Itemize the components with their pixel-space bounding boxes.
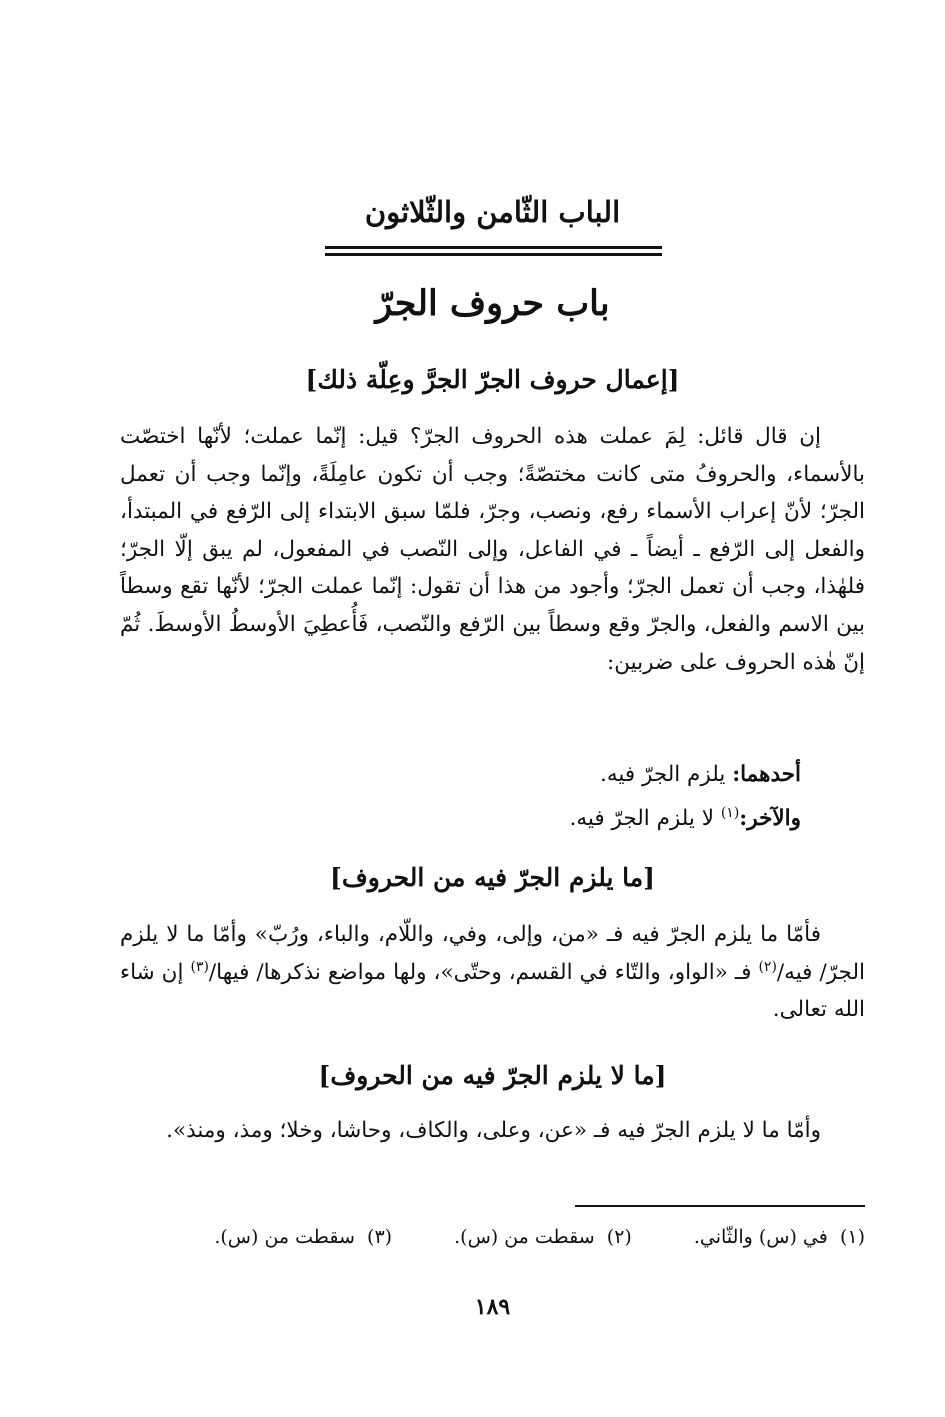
footnote-2: [454, 1222, 632, 1252]
footnote-1-number: (١): [839, 1226, 865, 1248]
section-title: باب حروف الجرّ: [375, 283, 610, 324]
footnote-1: [694, 1222, 865, 1252]
subheading-1: [إعمال حروف الجرّ الجرَّ وعِلّة ذلك]: [305, 365, 680, 394]
footnote-2-number: (٢): [606, 1226, 632, 1248]
footnote-3-text: سقطت من (س).: [214, 1226, 355, 1248]
paragraph-2-part-a: فأمّا ما يلزم الجرّ فيه فـ «من، وإلى، وفي، واللّام، والباء، ورُبّ» وأمّا ما لا يلزم الجرّ/ فيه/: [120, 922, 865, 985]
subheading-3: [ما لا يلزم الجرّ فيه من الحروف]: [318, 1061, 667, 1090]
item-2-label: والآخر:: [739, 806, 801, 831]
paragraph-1-text: إن قال قائل: لِمَ عملت هذه الحروف الجرّ؟ قيل: إنّما عملت؛ لأنّها اختصّت بالأسماء، والحروفُ متى كانت مختصّةً؛ وجب أن تكون عامِلَةً، وإنّما وجب أن تعمل الجرّ؛ لأنّ إعراب الأسماء رفع، ونصب، وجرّ، فلمّا سبق الابتداء إلى الرّفع في المبتدأ، والفعل إلى الرّفع ـ أيضاً ـ في الفاعل، وإلى النّصب في المفعول، لم يبق إلّا الجرّ؛ فلهٰذا، وجب أن تعمل الجرّ؛ وأجود من هذا أن تقول: إنّما عملت الجرّ؛ لأنّها تقع وسطاً بين الاسم والفعل، والجرّ وقع وسطاً بين الرّفع والنّصب، فَأُعطِيَ الأوسطُ الأوسطَ. ثُمّ إنّ هٰذه الحروف على ضربين:: [120, 424, 865, 675]
paragraph-2-footnote-ref-2: (٢): [758, 958, 777, 975]
paragraph-2-footnote-ref-3: (٣): [190, 958, 209, 975]
paragraph-2-part-c: إن شاء الله تعالى.: [120, 959, 865, 1023]
subheading-2: [ما يلزم الجرّ فيه من الحروف]: [330, 863, 655, 892]
paragraph-3-text: وأمّا ما لا يلزم الجرّ فيه فـ «عن، وعلى، والكاف، وحاشا، وخلا؛ ومذ، ومنذ».: [166, 1118, 821, 1143]
footnote-separator: [575, 1205, 865, 1207]
paragraph-3: [120, 1112, 865, 1150]
item-2-footnote-ref: (١): [720, 804, 740, 821]
paragraph-2-part-b: فـ «الواو، والتّاء في القسم، وحتّى»، ولها مواضع نذكرها/ فيها/: [208, 959, 752, 985]
paragraph-1: [120, 418, 865, 681]
list-item-1: [600, 756, 801, 793]
title-double-rule: [325, 246, 662, 256]
item-1-text: يلزم الجرّ فيه.: [600, 762, 726, 787]
footnotes: [120, 1222, 865, 1252]
footnote-2-text: سقطت من (س).: [454, 1226, 595, 1248]
document-page: [120, 0, 865, 1417]
item-2-text: لا يلزم الجرّ فيه.: [569, 806, 714, 831]
footnote-3-number: (٣): [367, 1226, 393, 1248]
item-1-label: أحدهما:: [732, 762, 801, 787]
list-item-2: [570, 800, 801, 837]
chapter-title: الباب الثّامن والثّلاثون: [364, 195, 621, 229]
footnote-3: [214, 1222, 392, 1252]
page-number: ١٨٩: [474, 1294, 511, 1320]
footnote-1-text: في (س) والثّاني.: [693, 1226, 828, 1248]
paragraph-2: [120, 916, 865, 1029]
